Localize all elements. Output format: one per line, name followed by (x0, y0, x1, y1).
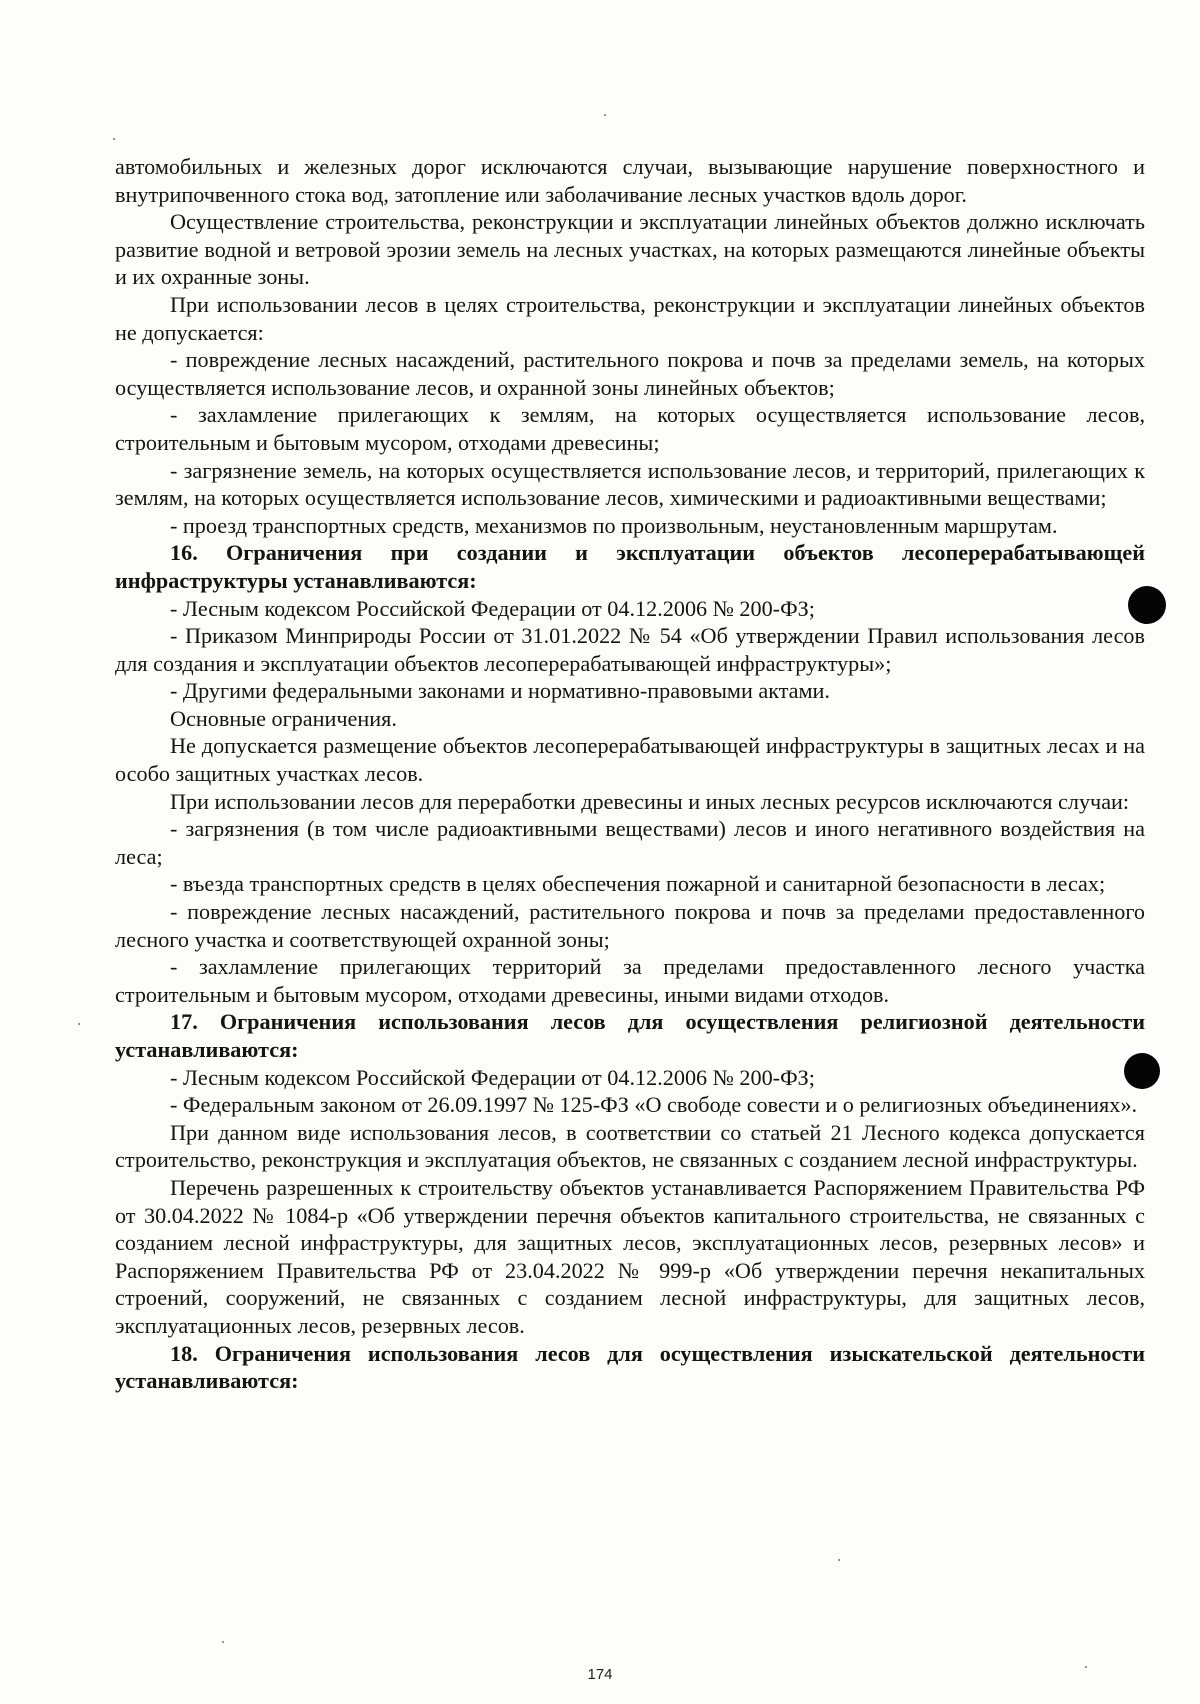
list-item: - Лесным кодексом Российской Федерации от 04.12.2006 № 200-ФЗ; (170, 1064, 815, 1090)
list-item: - проезд транспортных средств, механизмов по произвольным, неустановленным маршрутам. (170, 512, 1058, 538)
list-item: - въезда транспортных средств в целях обеспечения пожарной и санитарной безопасности в лесах; (170, 871, 1106, 897)
section-heading-16: 16. Ограничения при создании и эксплуатации объектов лесоперерабатывающей инфраструктуры устанавливаются: (115, 540, 1145, 593)
section-heading-18: 18. Ограничения использования лесов для осуществления изыскательской деятельности устанавливаются: (115, 1340, 1145, 1394)
list-item: - Приказом Минприроды России от 31.01.2022 № 54 «Об утверждении Правил использования лесов для создания и эксплуатации объектов лесоперерабатывающей инфраструктуры»; (115, 623, 1145, 676)
page-number: 174 (587, 1666, 613, 1683)
paragraph: Перечень разрешенных к строительству объектов устанавливается Распоряжением Правительства РФ от 30.04.2022 № 1084-р «Об утверждении перечня объектов капитального строительства, не связанных с созданием лесной инфраструктуры, для защитных лесов, эксплуатационных лесов, резервных лесов» и Распоряжением Правительства РФ от 23.04.2022 № 999-р «Об утверждении перечня некапитальных строений, сооружений, не связанных с созданием лесной инфраструктуры, для защитных лесов, эксплуатационных лесов, резервных лесов. (115, 1174, 1145, 1338)
list-item: - Другими федеральными законами и нормативно-правовыми актами. (170, 678, 830, 704)
section-heading-17: 17. Ограничения использования лесов для осуществления религиозной деятельности устанавливаются: (115, 1009, 1145, 1062)
paragraph: Основные ограничения. (170, 705, 397, 731)
hole-punch-mark (1128, 586, 1166, 624)
paragraph: При данном виде использования лесов, в соответствии со статьей 21 Лесного кодекса допускается строительство, реконструкция и эксплуатация объектов, не связанных с созданием лесной инфраструктуры. (115, 1119, 1145, 1173)
scan-speck (604, 114, 606, 116)
list-item: - загрязнение земель, на которых осуществляется использование лесов, и территорий, прилегающих к землям, на которых осуществляется использование лесов, химическими и радиоактивными веществами; (115, 457, 1145, 511)
list-item: - Лесным кодексом Российской Федерации от 04.12.2006 № 200-ФЗ; (170, 595, 815, 621)
hole-punch-mark (1124, 1053, 1160, 1089)
paragraph: При использовании лесов для переработки древесины и иных лесных ресурсов исключаются случаи: (170, 788, 1130, 814)
list-item: - захламление прилегающих к землям, на которых осуществляется использование лесов, строительным и бытовым мусором, отходами древесины; (115, 402, 1145, 455)
list-item: - повреждение лесных насаждений, растительного покрова и почв за пределами предоставленного лесного участка и соответствующей охранной зоны; (115, 899, 1145, 952)
paragraph: автомобильных и железных дорог исключаются случаи, вызывающие нарушение поверхностного и внутрипочвенного стока вод, затопление или заболачивание лесных участков вдоль дорог. (115, 154, 1145, 207)
list-item: - загрязнения (в том числе радиоактивными веществами) лесов и иного негативного воздействия на леса; (115, 816, 1145, 869)
list-item: - захламление прилегающих территорий за пределами предоставленного лесного участка строительным и бытовым мусором, отходами древесины, иными видами отходов. (115, 954, 1145, 1007)
scan-speck (838, 1559, 840, 1561)
paragraph: Не допускается размещение объектов лесоперерабатывающей инфраструктуры в защитных лесах и на особо защитных участках лесов. (115, 733, 1145, 787)
scan-speck (113, 138, 115, 140)
paragraph: При использовании лесов в целях строительства, реконструкции и эксплуатации линейных объектов не допускается: (115, 291, 1145, 345)
document-body (115, 153, 1145, 1395)
scan-speck (222, 1641, 224, 1643)
list-item: - повреждение лесных насаждений, растительного покрова и почв за пределами земель, на которых осуществляется использование лесов, и охранной зоны линейных объектов; (115, 347, 1145, 400)
list-item: - Федеральным законом от 26.09.1997 № 125-ФЗ «О свободе совести и о религиозных объединениях». (170, 1092, 1137, 1118)
paragraph: Осуществление строительства, реконструкции и эксплуатации линейных объектов должно исключать развитие водной и ветровой эрозии земель на лесных участках, на которых размещаются линейные объекты и их охранные зоны. (115, 209, 1145, 290)
scan-speck (78, 1023, 80, 1025)
